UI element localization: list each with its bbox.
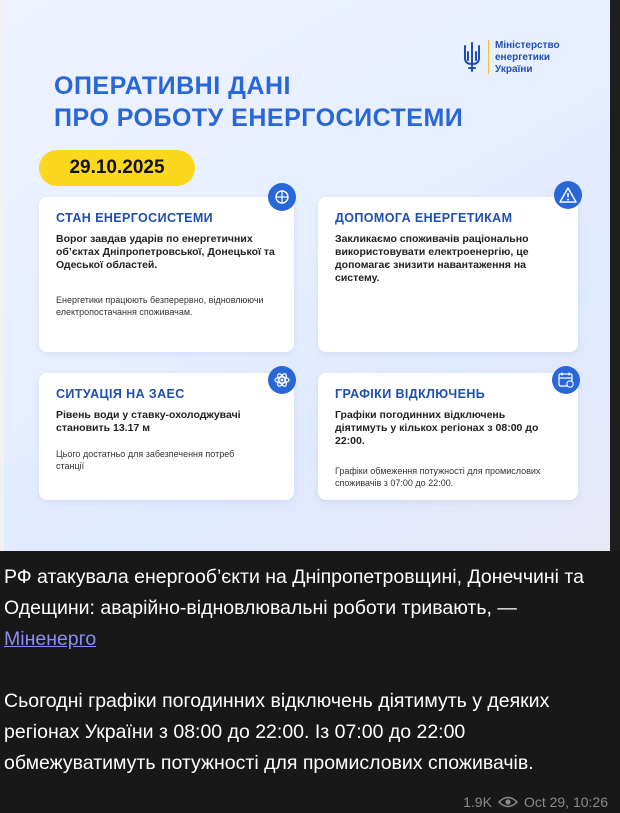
trident-icon [461, 42, 483, 72]
card-main-text: Закликаємо споживачів раціонально використовувати електроенергію, це допомагає знизити навантаження на систему. [335, 233, 529, 284]
calendar-clock-icon [552, 366, 580, 394]
card-note: Графіки обмеження потужності для промислових споживачів з 07:00 до 22:00. [335, 466, 541, 488]
ministry-name-line: Міністерство [495, 40, 560, 51]
warning-icon [554, 181, 582, 209]
card-note: Цього достатньо для забезпечення потреб станції [56, 449, 235, 471]
card-title: ДОПОМОГА ЕНЕРГЕТИКАМ [335, 211, 513, 225]
ministry-name-line: енергетики [495, 52, 551, 63]
post-timestamp: Oct 29, 10:26 [523, 794, 608, 810]
logo-divider [488, 40, 489, 74]
post-paragraph: Сьогодні графіки погодинних відключень діятимуть у деяких регіонах України з 08:00 до 22:00. Із 07:00 до 22:00 обмежуватимуть потужності для промислових споживачів. [4, 690, 550, 774]
card-title: СТАН ЕНЕРГОСИСТЕМИ [56, 211, 214, 225]
card-main-text: Графіки погодинних відключень діятимуть у кількох регіонах з 08:00 до 22:00. [335, 409, 539, 447]
ministry-name-line: України [495, 64, 533, 75]
headline-line: ПРО РОБОТУ ЕНЕРГОСИСТЕМИ [54, 104, 464, 132]
card-help-energy-workers [318, 197, 578, 352]
energy-system-icon [268, 183, 296, 211]
headline-line: ОПЕРАТИВНІ ДАНІ [54, 72, 291, 100]
post-meta [463, 793, 608, 811]
card-main-text: Рівень води у ставку-охолоджувачі становить 13.17 м [56, 409, 241, 434]
card-note: Енергетики працюють безперервно, відновлюючи електропостачання споживачам. [56, 295, 264, 317]
post-text-part1: РФ атакувала енергооб’єкти на Дніпропетровщині, Донеччині та Одещини: аварійно-відновлювальні роботи тривають, — [4, 566, 584, 619]
card-title: СИТУАЦІЯ НА ЗАЕС [56, 387, 185, 401]
image-edge [0, 0, 4, 551]
post-message [4, 562, 610, 655]
card-energy-system [39, 197, 294, 352]
infographic-headline [54, 70, 514, 134]
eye-icon [498, 796, 518, 808]
card-zaes-situation [39, 373, 294, 500]
atom-icon [268, 366, 296, 394]
date-badge: 29.10.2025 [39, 150, 195, 186]
card-outage-schedules [318, 373, 578, 500]
card-main-text: Ворог завдав ударів по енергетичних об’єктах Дніпропетровської, Донецької та Одеської областей. [56, 233, 275, 271]
card-title: ГРАФІКИ ВІДКЛЮЧЕНЬ [335, 387, 486, 401]
channel-link[interactable]: Міненерго [4, 628, 97, 650]
image-edge [610, 0, 620, 551]
view-count: 1.9K [463, 794, 492, 810]
